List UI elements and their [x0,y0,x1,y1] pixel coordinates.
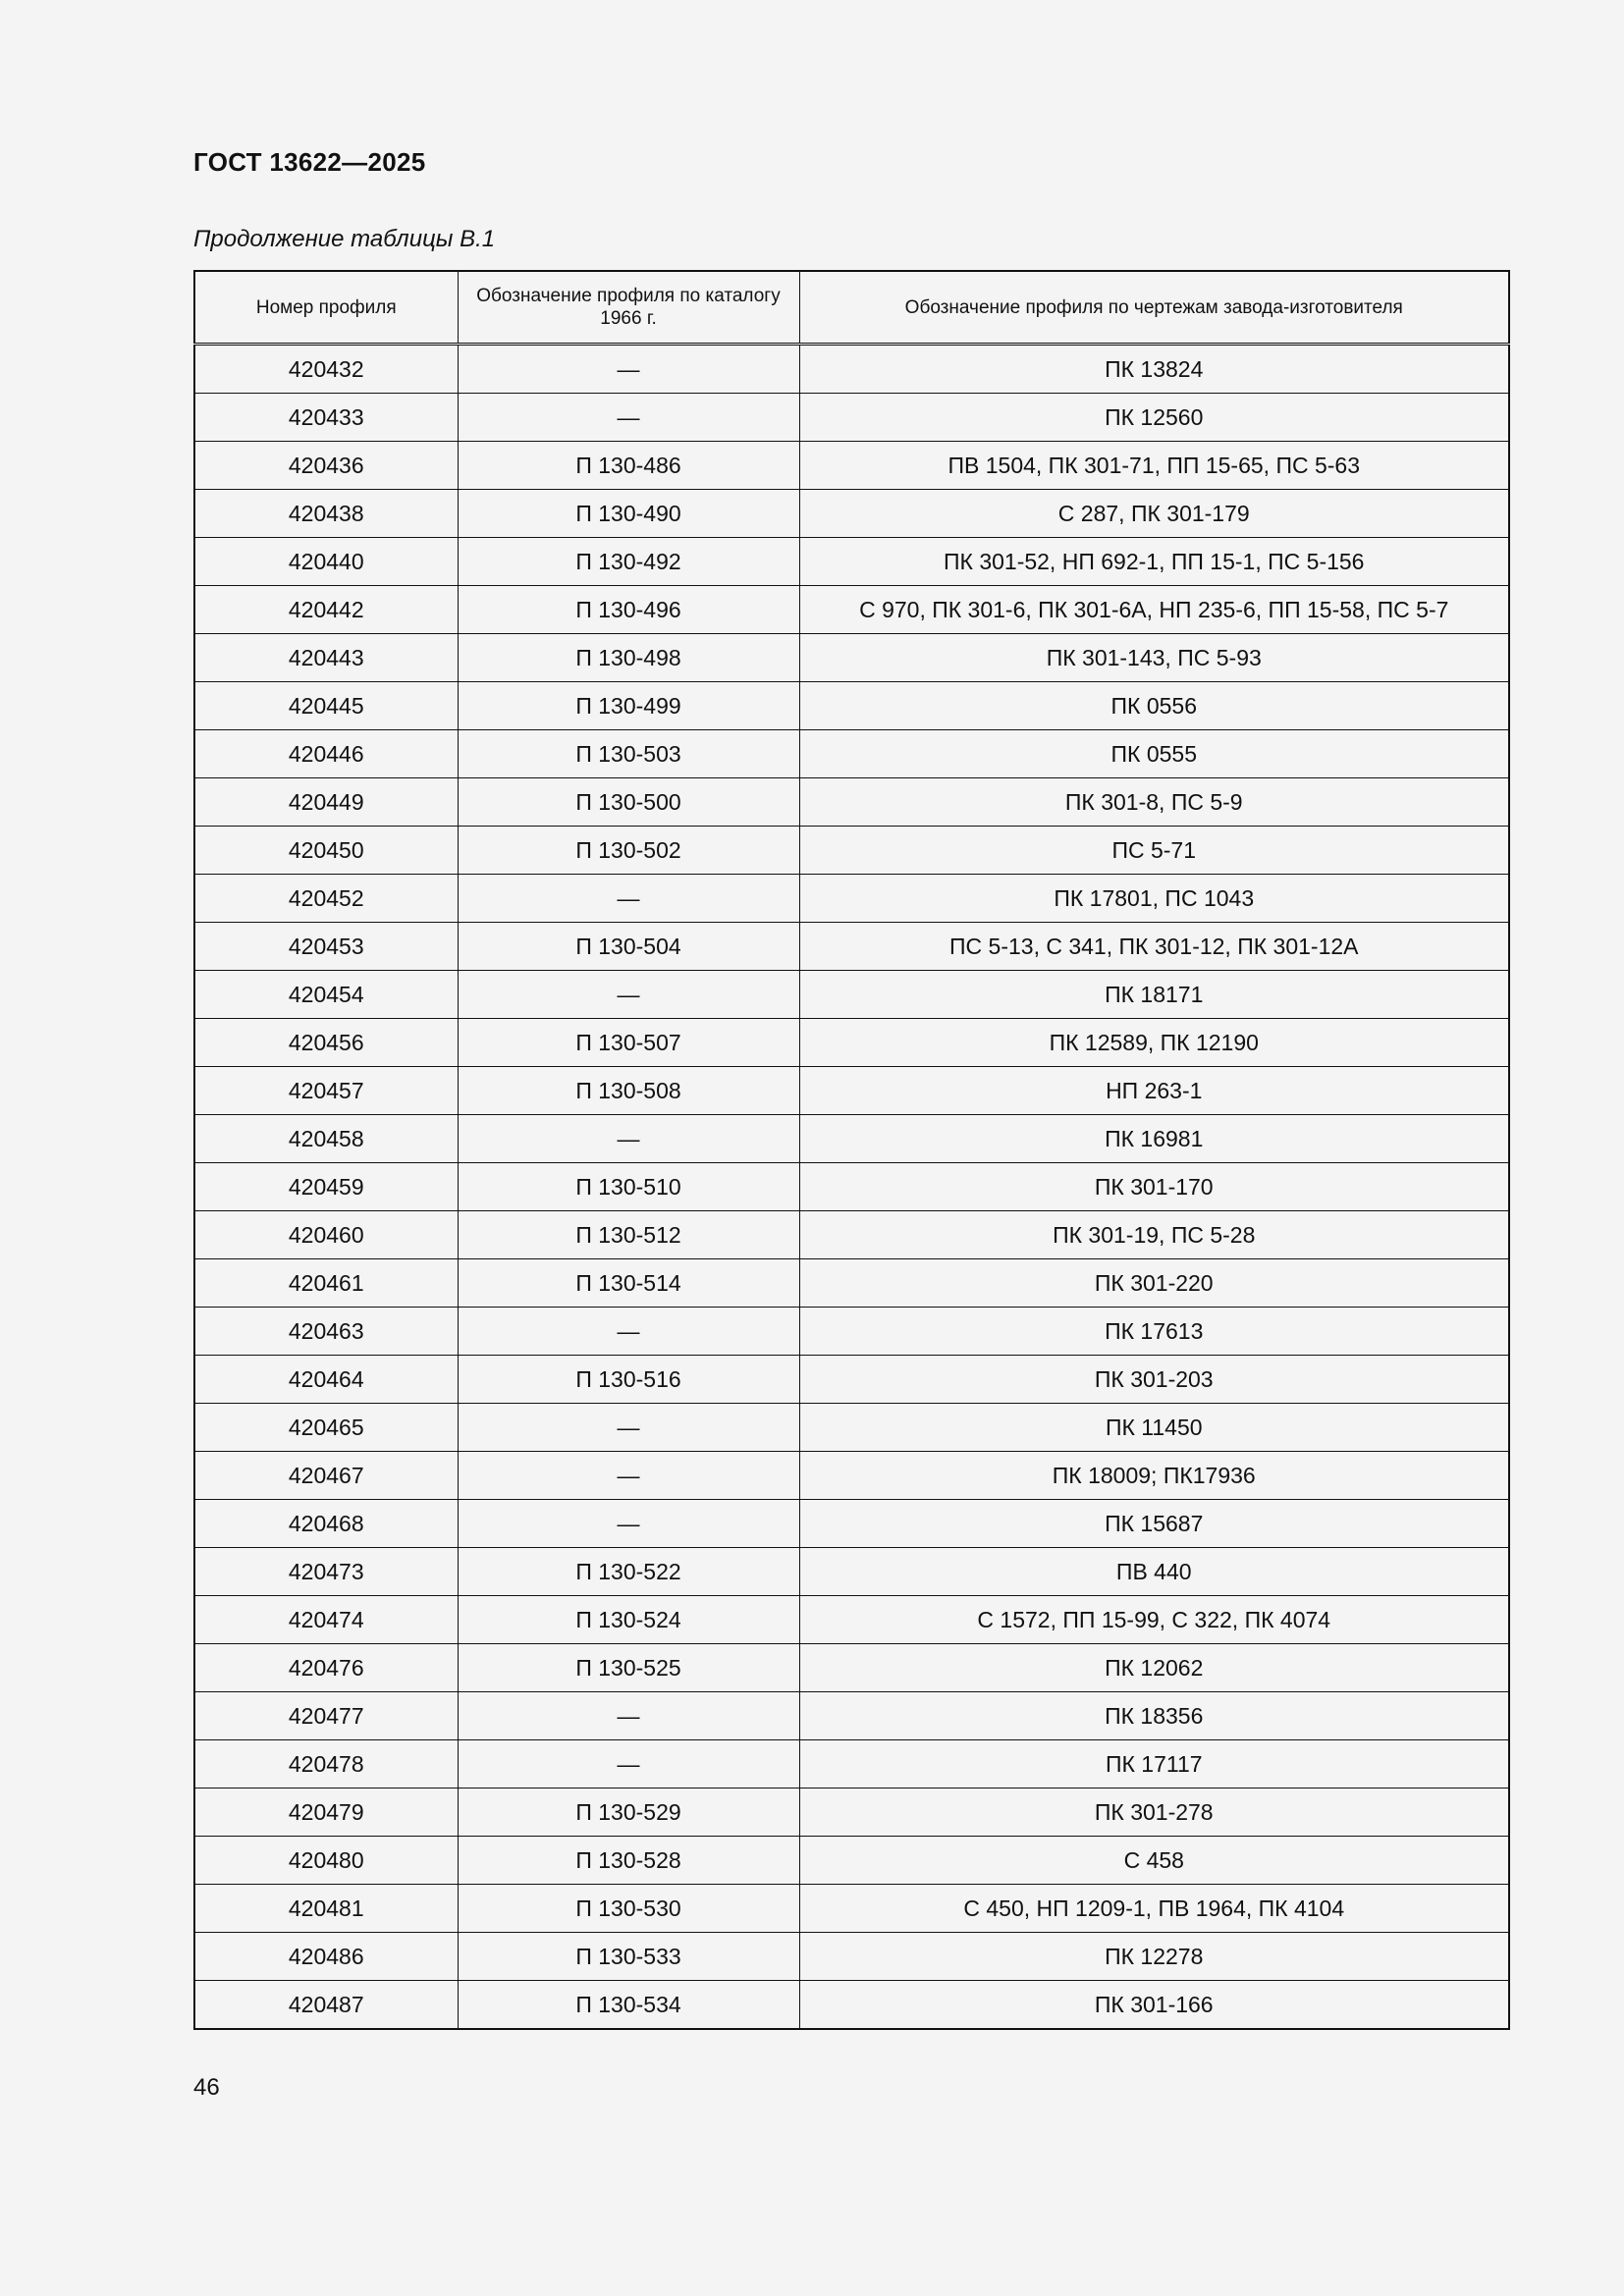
cell-factory-drawing: ПК 301-19, ПС 5-28 [799,1211,1509,1259]
table-body [194,345,1509,2030]
table-row [194,1740,1509,1789]
cell-catalog-1966: П 130-524 [458,1596,799,1644]
cell-catalog-1966: П 130-522 [458,1548,799,1596]
table-row [194,875,1509,923]
column-header-catalog-1966: Обозначение профиля по каталогу 1966 г. [458,271,799,345]
cell-catalog-1966: П 130-529 [458,1789,799,1837]
cell-factory-drawing: ПК 301-52, НП 692-1, ПП 15-1, ПС 5-156 [799,538,1509,586]
document-title: ГОСТ 13622—2025 [193,147,426,177]
cell-profile-number: 420480 [194,1837,458,1885]
table-row [194,1067,1509,1115]
cell-factory-drawing: ПК 11450 [799,1404,1509,1452]
cell-catalog-1966: — [458,971,799,1019]
table-row [194,634,1509,682]
cell-catalog-1966: — [458,1740,799,1789]
table-row [194,1548,1509,1596]
cell-factory-drawing: ПК 16981 [799,1115,1509,1163]
table-row [194,971,1509,1019]
cell-profile-number: 420442 [194,586,458,634]
profile-table-container [193,270,1508,2030]
page-number: 46 [193,2074,220,2101]
cell-factory-drawing: ПК 0555 [799,730,1509,778]
table-row [194,538,1509,586]
cell-catalog-1966: П 130-496 [458,586,799,634]
table-row [194,1644,1509,1692]
cell-profile-number: 420479 [194,1789,458,1837]
table-row [194,586,1509,634]
cell-factory-drawing: С 287, ПК 301-179 [799,490,1509,538]
cell-profile-number: 420445 [194,682,458,730]
cell-catalog-1966: П 130-504 [458,923,799,971]
table-row [194,1115,1509,1163]
cell-profile-number: 420468 [194,1500,458,1548]
cell-catalog-1966: П 130-499 [458,682,799,730]
cell-profile-number: 420436 [194,442,458,490]
cell-profile-number: 420454 [194,971,458,1019]
table-header [194,271,1509,345]
cell-profile-number: 420461 [194,1259,458,1308]
cell-catalog-1966: П 130-507 [458,1019,799,1067]
cell-profile-number: 420487 [194,1981,458,2030]
table-row [194,1596,1509,1644]
cell-catalog-1966: П 130-510 [458,1163,799,1211]
cell-factory-drawing: ПС 5-71 [799,827,1509,875]
cell-factory-drawing: С 458 [799,1837,1509,1885]
cell-factory-drawing: ПВ 1504, ПК 301-71, ПП 15-65, ПС 5-63 [799,442,1509,490]
table-row [194,1019,1509,1067]
cell-catalog-1966: П 130-500 [458,778,799,827]
table-row [194,1404,1509,1452]
table-row [194,1308,1509,1356]
table-row [194,923,1509,971]
table-row [194,778,1509,827]
cell-profile-number: 420452 [194,875,458,923]
cell-factory-drawing: ПК 13824 [799,345,1509,394]
cell-catalog-1966: П 130-525 [458,1644,799,1692]
cell-catalog-1966: П 130-502 [458,827,799,875]
cell-catalog-1966: — [458,394,799,442]
cell-catalog-1966: — [458,1404,799,1452]
cell-profile-number: 420474 [194,1596,458,1644]
cell-catalog-1966: П 130-528 [458,1837,799,1885]
cell-catalog-1966: П 130-514 [458,1259,799,1308]
table-row [194,1885,1509,1933]
cell-profile-number: 420443 [194,634,458,682]
column-header-factory-drawing: Обозначение профиля по чертежам завода-изготовителя [799,271,1509,345]
cell-profile-number: 420460 [194,1211,458,1259]
table-row [194,1259,1509,1308]
cell-profile-number: 420433 [194,394,458,442]
cell-profile-number: 420467 [194,1452,458,1500]
cell-catalog-1966: П 130-512 [458,1211,799,1259]
cell-factory-drawing: С 1572, ПП 15-99, С 322, ПК 4074 [799,1596,1509,1644]
cell-factory-drawing: ПК 301-170 [799,1163,1509,1211]
table-row [194,1789,1509,1837]
table-row [194,1211,1509,1259]
cell-profile-number: 420446 [194,730,458,778]
cell-factory-drawing: ПК 12589, ПК 12190 [799,1019,1509,1067]
cell-profile-number: 420457 [194,1067,458,1115]
cell-catalog-1966: — [458,1500,799,1548]
cell-profile-number: 420456 [194,1019,458,1067]
table-row [194,1163,1509,1211]
cell-catalog-1966: — [458,1452,799,1500]
table-row [194,682,1509,730]
cell-catalog-1966: П 130-533 [458,1933,799,1981]
cell-catalog-1966: П 130-516 [458,1356,799,1404]
table-row [194,1452,1509,1500]
cell-factory-drawing: ПК 301-203 [799,1356,1509,1404]
cell-profile-number: 420473 [194,1548,458,1596]
table-row [194,1933,1509,1981]
column-header-profile-number: Номер профиля [194,271,458,345]
cell-factory-drawing: ПК 18009; ПК17936 [799,1452,1509,1500]
cell-catalog-1966: — [458,345,799,394]
cell-factory-drawing: ПК 17613 [799,1308,1509,1356]
cell-catalog-1966: П 130-492 [458,538,799,586]
cell-catalog-1966: П 130-498 [458,634,799,682]
cell-profile-number: 420481 [194,1885,458,1933]
cell-factory-drawing: ПК 301-8, ПС 5-9 [799,778,1509,827]
cell-profile-number: 420458 [194,1115,458,1163]
cell-profile-number: 420459 [194,1163,458,1211]
table-row [194,1981,1509,2030]
table-row [194,1837,1509,1885]
cell-catalog-1966: П 130-534 [458,1981,799,2030]
cell-profile-number: 420486 [194,1933,458,1981]
cell-profile-number: 420432 [194,345,458,394]
cell-factory-drawing: С 970, ПК 301-6, ПК 301-6А, НП 235-6, ПП 15-58, ПС 5-7 [799,586,1509,634]
cell-profile-number: 420465 [194,1404,458,1452]
cell-factory-drawing: ПК 18356 [799,1692,1509,1740]
cell-profile-number: 420463 [194,1308,458,1356]
cell-factory-drawing: ПК 301-278 [799,1789,1509,1837]
table-row [194,1356,1509,1404]
cell-catalog-1966: — [458,875,799,923]
table-row [194,394,1509,442]
table-row [194,490,1509,538]
table-row [194,1692,1509,1740]
cell-catalog-1966: П 130-530 [458,1885,799,1933]
cell-catalog-1966: — [458,1308,799,1356]
table-caption: Продолжение таблицы В.1 [193,226,496,252]
cell-profile-number: 420450 [194,827,458,875]
cell-profile-number: 420440 [194,538,458,586]
cell-factory-drawing: ПВ 440 [799,1548,1509,1596]
cell-profile-number: 420477 [194,1692,458,1740]
table-row [194,730,1509,778]
cell-factory-drawing: ПК 17801, ПС 1043 [799,875,1509,923]
cell-factory-drawing: С 450, НП 1209-1, ПВ 1964, ПК 4104 [799,1885,1509,1933]
cell-factory-drawing: ПК 301-220 [799,1259,1509,1308]
cell-factory-drawing: ПК 17117 [799,1740,1509,1789]
cell-catalog-1966: П 130-508 [458,1067,799,1115]
cell-factory-drawing: ПК 12062 [799,1644,1509,1692]
cell-factory-drawing: ПК 0556 [799,682,1509,730]
cell-factory-drawing: ПК 12278 [799,1933,1509,1981]
cell-profile-number: 420478 [194,1740,458,1789]
cell-catalog-1966: П 130-503 [458,730,799,778]
cell-profile-number: 420438 [194,490,458,538]
table-row [194,827,1509,875]
cell-catalog-1966: П 130-490 [458,490,799,538]
cell-profile-number: 420476 [194,1644,458,1692]
cell-catalog-1966: — [458,1692,799,1740]
cell-factory-drawing: ПК 301-166 [799,1981,1509,2030]
cell-factory-drawing: НП 263-1 [799,1067,1509,1115]
cell-factory-drawing: ПС 5-13, С 341, ПК 301-12, ПК 301-12А [799,923,1509,971]
table-row [194,1500,1509,1548]
cell-factory-drawing: ПК 18171 [799,971,1509,1019]
cell-factory-drawing: ПК 15687 [799,1500,1509,1548]
table-row [194,442,1509,490]
cell-profile-number: 420464 [194,1356,458,1404]
cell-factory-drawing: ПК 12560 [799,394,1509,442]
cell-catalog-1966: — [458,1115,799,1163]
cell-catalog-1966: П 130-486 [458,442,799,490]
cell-profile-number: 420453 [194,923,458,971]
cell-profile-number: 420449 [194,778,458,827]
table-row [194,345,1509,394]
profile-table [193,270,1510,2030]
cell-factory-drawing: ПК 301-143, ПС 5-93 [799,634,1509,682]
table-header-row [194,271,1509,345]
